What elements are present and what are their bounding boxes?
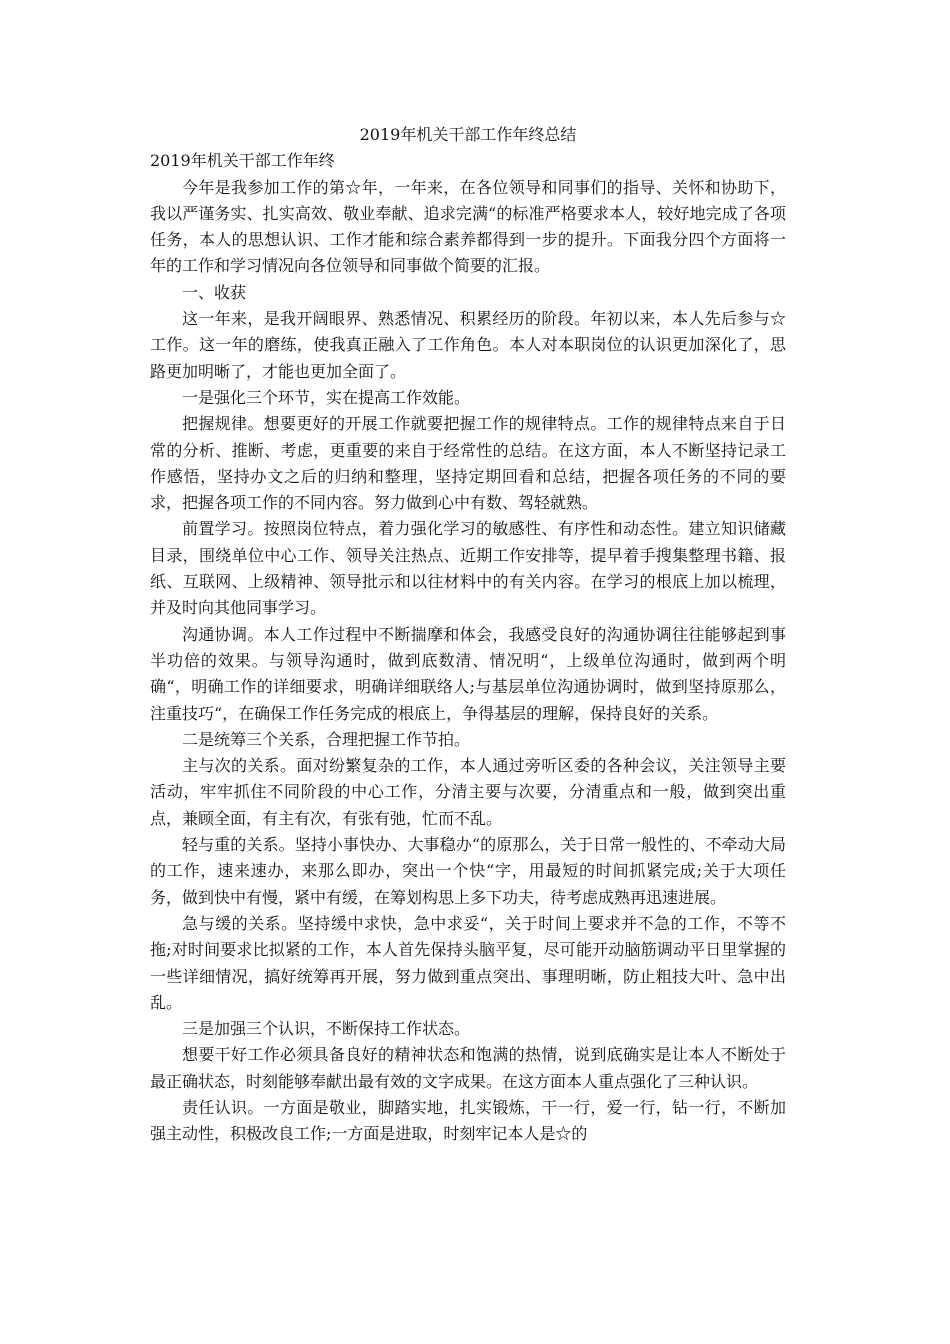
document-body xyxy=(150,122,786,1148)
paragraph-light-heavy: 轻与重的关系。坚持小事快办、大事稳办“的原那么，关于日常一般性的、不牵动大局的工作，速来速办，来那么即办，突出一个快“字，用最短的时间抓紧完成;关于大项任务，做到快中有慢，紧中有缓，在筹划构思上多下功夫，待考虑成熟再迅速进展。 xyxy=(150,835,786,907)
paragraph-urgent-slow: 急与缓的关系。坚持缓中求快，急中求妥“，关于时间上要求并不急的工作，不等不拖;对时间要求比拟紧的工作，本人首先保持头脑平复，尽可能开动脑筋调动平日里掌握的一些详细情况，搞好统筹再开展，努力做到重点突出、事理明晰，防止粗技大叶、急中出乱。 xyxy=(150,913,786,1012)
paragraph-grasp-rules: 把握规律。想要更好的开展工作就要把握工作的规律特点。工作的规律特点来自于日常的分析、推断、考虑，更重要的来自于经常性的总结。在这方面，本人不断坚持记录工作感悟，坚持办文之后的归纳和整理，坚持定期回看和总结，把握各项任务的不同的要求，把握各项工作的不同内容。努力做到心中有数、驾轻就熟。 xyxy=(150,414,786,513)
section-heading-harvest: 一、收获 xyxy=(182,282,247,302)
paragraph-communication: 沟通协调。本人工作过程中不断揣摩和体会，我感受良好的沟通协调往往能够起到事半功倍的效果。与领导沟通时，做到底数清、情况明“，上级单位沟通时，做到两个明确“，明确工作的详细要求，明确详细联络人;与基层单位沟通协调时，做到坚持原那么，注重技巧“，在确保工作任务完成的根底上，争得基层的理解，保持良好的关系。 xyxy=(150,624,786,723)
paragraph-spirit: 想要干好工作必须具备良好的精神状态和饱满的热情，说到底确实是让本人不断处于最正确状态，时刻能够奉献出最有效的文字成果。在这方面本人重点强化了三种认识。 xyxy=(150,1045,786,1091)
point-heading-1: 一是强化三个环节，实在提高工作效能。 xyxy=(182,387,471,407)
document-subtitle: 2019年机关干部工作年终 xyxy=(150,151,335,171)
document-title: 2019年机关干部工作年终总结 xyxy=(359,125,577,144)
paragraph-front-learning: 前置学习。按照岗位特点，着力强化学习的敏感性、有序性和动态性。建立知识储藏目录，围绕单位中心工作、领导关注热点、近期工作安排等，提早着手搜集整理书籍、报纸、互联网、上级精神、领导批示和以往材料中的有关内容。在学习的根底上加以梳理，并及时向其他同事学习。 xyxy=(150,519,786,618)
point-heading-2: 二是统筹三个关系，合理把握工作节拍。 xyxy=(182,729,471,749)
paragraph-harvest: 这一年来，是我开阔眼界、熟悉情况、积累经历的阶段。年初以来，本人先后参与☆工作。这一年的磨练，使我真正融入了工作角色。本人对本职岗位的认识更加深化了，思路更加明晰了，才能也更加全面了。 xyxy=(150,309,786,381)
paragraph-main-secondary: 主与次的关系。面对纷繁复杂的工作，本人通过旁听区委的各种会议，关注领导主要活动，牢牢抓住不同阶段的中心工作，分清主要与次要，分清重点和一般，做到突出重点，兼顾全面，有主有次，有张有弛，忙而不乱。 xyxy=(150,756,786,828)
paragraph-responsibility: 责任认识。一方面是敬业，脚踏实地，扎实锻炼，干一行，爱一行，钻一行，不断加强主动性，积极改良工作;一方面是进取，时刻牢记本人是☆的 xyxy=(150,1097,786,1144)
point-heading-3: 三是加强三个认识，不断保持工作状态。 xyxy=(182,1019,471,1039)
paragraph-intro: 今年是我参加工作的第☆年，一年来，在各位领导和同事们的指导、关怀和协助下，我以严谨务实、扎实高效、敬业奉献、追求完满“的标准严格要求本人，较好地完成了各项任务，本人的思想认识、工作才能和综合素养都得到一步的提升。下面我分四个方面将一年的工作和学习情况向各位领导和同事做个简要的汇报。 xyxy=(150,177,786,276)
